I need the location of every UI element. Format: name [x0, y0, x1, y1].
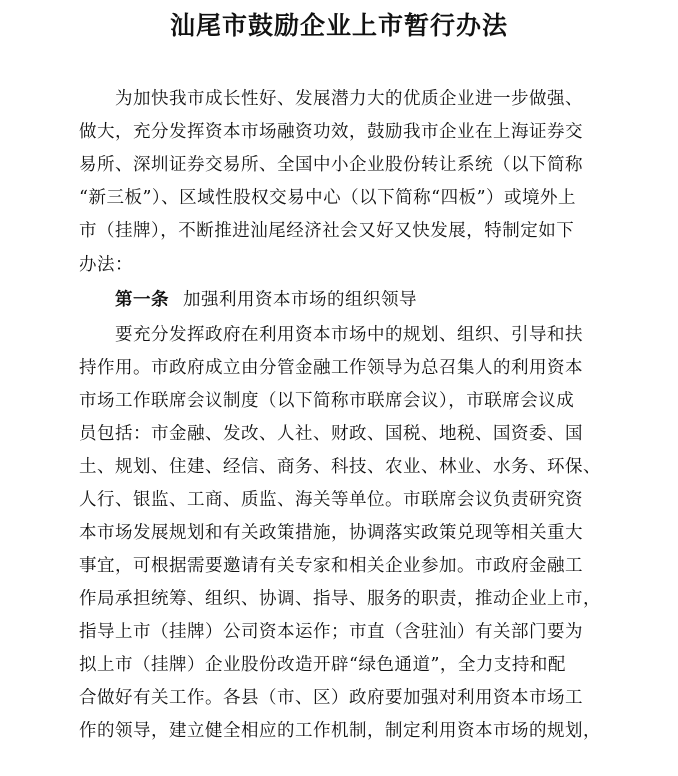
text-line: 本市场发展规划和有关政策措施，协调落实政策兑现等相关重大 [79, 523, 583, 543]
text-line: 要充分发挥政府在利用资本市场中的规划、组织、引导和扶 [79, 325, 583, 345]
text-line: 易所、深圳证券交易所、全国中小企业股份转让系统（以下简称 [79, 155, 583, 175]
page-title: 汕尾市鼓励企业上市暂行办法 [169, 11, 508, 40]
text-line: 指导上市（挂牌）公司资本运作；市直（含驻汕）有关部门要为 [79, 622, 583, 642]
text-line: 为加快我市成长性好、发展潜力大的优质企业进一步做强、 [79, 89, 583, 109]
article-number: 第一条 [115, 290, 169, 310]
text-line: 人行、银监、工商、质监、海关等单位。市联席会议负责研究资 [79, 490, 583, 510]
text-line: 办法： [79, 255, 133, 275]
text-line: 员包括：市金融、发改、人社、财政、国税、地税、国资委、国 [79, 424, 583, 444]
text-line: 作局承担统筹、组织、协调、指导、服务的职责，推动企业上市， [79, 589, 601, 609]
text-line: 事宜，可根据需要邀请有关专家和相关企业参加。市政府金融工 [79, 556, 583, 576]
text-line: 市（挂牌），不断推进汕尾经济社会又好又快发展，特制定如下 [79, 221, 575, 241]
text-line: 拟上市（挂牌）企业股份改造开辟“绿色通道”，全力支持和配 [79, 655, 566, 675]
text-line: “新三板”）、区域性股权交易中心（以下简称“四板”）或境外上 [79, 188, 577, 208]
article-heading [79, 285, 417, 315]
text-line: 作的领导，建立健全相应的工作机制，制定利用资本市场的规划， [79, 721, 601, 741]
text-line: 做大，充分发挥资本市场融资功效，鼓励我市企业在上海证券交 [79, 122, 583, 142]
text-line: 合做好有关工作。各县（市、区）政府要加强对利用资本市场工 [79, 688, 583, 708]
article-heading-text: 加强利用资本市场的组织领导 [183, 290, 417, 310]
text-line: 持作用。市政府成立由分管金融工作领导为总召集人的利用资本 [79, 358, 583, 378]
text-line: 土、规划、住建、经信、商务、科技、农业、林业、水务、环保、 [79, 457, 601, 477]
text-line: 市场工作联席会议制度（以下简称市联席会议），市联席会议成 [79, 391, 575, 411]
